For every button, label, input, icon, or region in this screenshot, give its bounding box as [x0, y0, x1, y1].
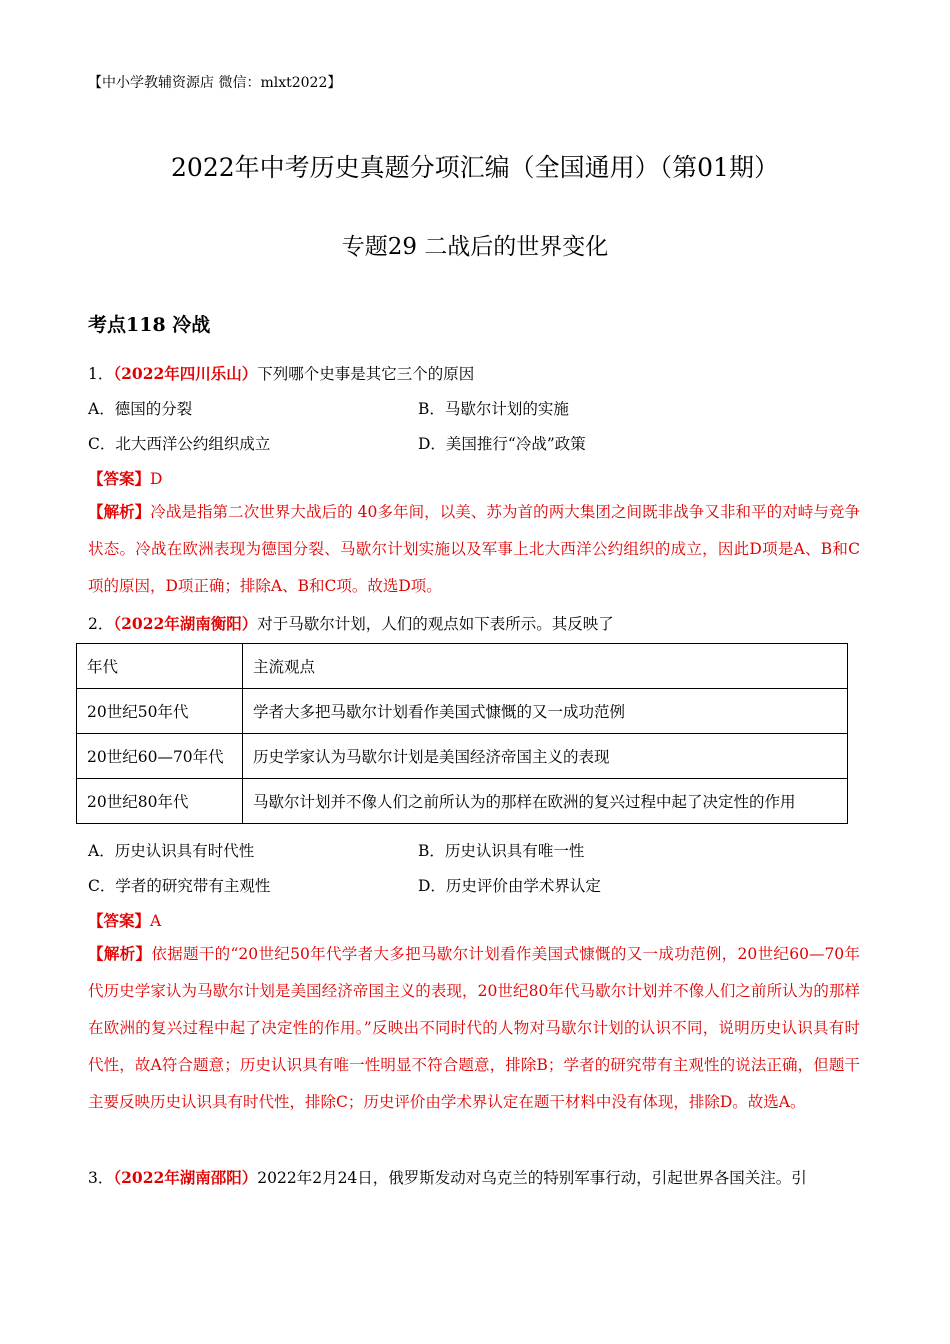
question-3: [88, 1166, 807, 1188]
analysis-label: 【解析】: [88, 944, 152, 963]
analysis-label: 【解析】: [88, 502, 151, 521]
table-row: [77, 689, 848, 734]
answer-label: 【答案】: [88, 469, 151, 488]
opinions-table: [76, 643, 848, 824]
option-a: A．德国的分裂: [88, 400, 193, 418]
question-number: 2．: [88, 615, 114, 633]
table-cell: 历史学家认为马歇尔计划是美国经济帝国主义的表现: [243, 734, 848, 779]
answer-line: [88, 909, 161, 931]
analysis-text: 依据题干的“20世纪50年代学者大多把马歇尔计划看作美国式慷慨的又一成功范例，20世纪60—70年代历史学家认为马歇尔计划是美国经济帝国主义的表现，20世纪80年代马歇尔计划并不像人们之前所认为的那样在欧洲的复兴过程中起了决定性的作用。”反映出不同时代的人物对马歇尔计划的认识不同，说明历史认识具有时代性，故A符合题意；历史认识具有唯一性明显不符合题意，排除B；学者的研究带有主观性的说法正确，但题干主要反映历史认识具有时代性，排除C；历史评价由学术界认定在题干材料中没有体现，排除D。故选A。: [88, 945, 860, 1111]
analysis-text: 冷战是指第二次世界大战后的 40多年间，以美、苏为首的两大集团之间既非战争又非和平的对峙与竞争状态。冷战在欧洲表现为德国分裂、马歇尔计划实施以及军事上北大西洋公约组织的成立，因此D项是A、B和C项的原因，D项正确；排除A、B和C项。故选D项。: [88, 503, 860, 595]
section-title: 考点118 冷战: [88, 314, 211, 336]
option-c: C．学者的研究带有主观性: [88, 877, 271, 895]
header-note: 【中小学教辅资源店 微信：mlxt2022】: [88, 75, 342, 91]
table-cell: 马歇尔计划并不像人们之前所认为的那样在欧洲的复兴过程中起了决定性的作用: [243, 779, 848, 824]
table-cell: 20世纪50年代: [77, 689, 243, 734]
option-b: B．马歇尔计划的实施: [418, 400, 569, 418]
option-a: A．历史认识具有时代性: [88, 842, 255, 860]
question-number: 3．: [88, 1169, 114, 1187]
table-row: [77, 734, 848, 779]
answer-value: A: [150, 912, 162, 930]
table-cell: 20世纪80年代: [77, 779, 243, 824]
question-1: [88, 362, 474, 384]
table-row: [77, 779, 848, 824]
option-d: D．历史评价由学术界认定: [418, 877, 601, 895]
option-b: B．历史认识具有唯一性: [418, 842, 585, 860]
answer-label: 【答案】: [88, 911, 151, 930]
table-header-row: [77, 644, 848, 689]
table-header-cell: 年代: [77, 644, 243, 689]
question-source: （2022年四川乐山）: [113, 364, 258, 383]
answer-value: D: [150, 470, 163, 488]
table-cell: 20世纪60—70年代: [77, 734, 243, 779]
question-stem: 2022年2月24日，俄罗斯发动对乌克兰的特别军事行动，引起世界各国关注。引: [257, 1169, 807, 1187]
question-source: （2022年湖南衡阳）: [113, 614, 258, 633]
question-stem: 下列哪个史事是其它三个的原因: [257, 365, 475, 383]
table-header-cell: 主流观点: [243, 644, 848, 689]
question-2: [88, 612, 614, 634]
analysis-1: [88, 493, 860, 605]
question-stem: 对于马歇尔计划，人们的观点如下表所示。其反映了: [257, 615, 614, 633]
document-title: 2022年中考历史真题分项汇编（全国通用）（第01期）: [171, 153, 779, 182]
question-source: （2022年湖南邵阳）: [113, 1168, 258, 1187]
topic-title: 专题29 二战后的世界变化: [341, 234, 609, 260]
analysis-2: [88, 935, 860, 1121]
table-cell: 学者大多把马歇尔计划看作美国式慷慨的又一成功范例: [243, 689, 848, 734]
answer-line: [88, 467, 162, 489]
option-d: D．美国推行“冷战”政策: [418, 435, 586, 453]
option-c: C．北大西洋公约组织成立: [88, 435, 271, 453]
question-number: 1．: [88, 365, 114, 383]
